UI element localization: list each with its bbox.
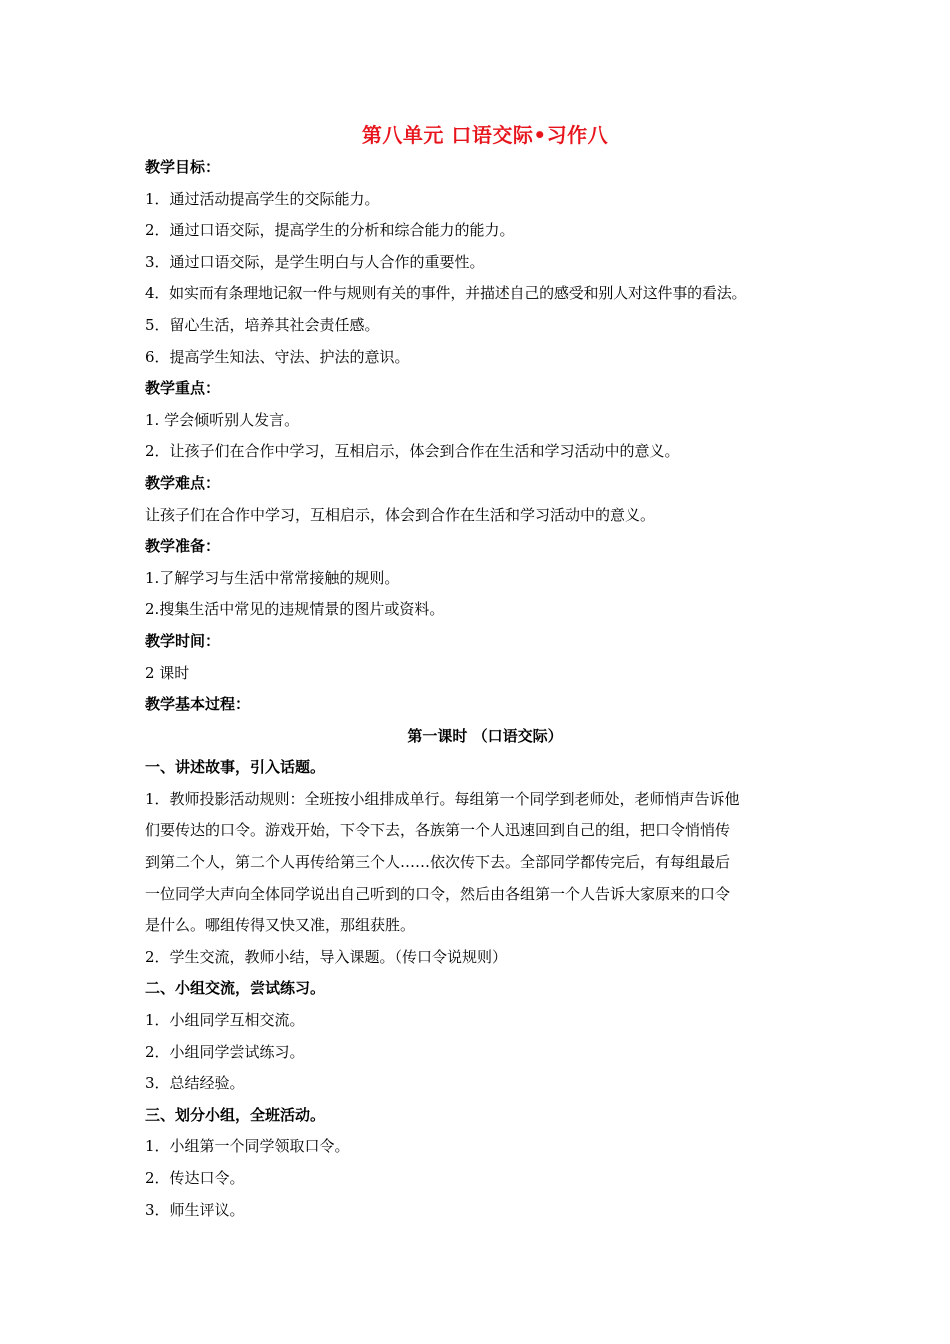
summary-item: 2．学生交流，教师小结，导入课题。（传口令说规则） bbox=[145, 947, 508, 966]
lesson-title: 第一课时 （口语交际） bbox=[407, 726, 563, 745]
paragraph-line: 是什么。哪组传得又快又准，那组获胜。 bbox=[145, 916, 416, 935]
preparation-heading: 教学准备： bbox=[145, 537, 221, 556]
document-title: 第八单元 口语交际•习作八 bbox=[361, 123, 609, 147]
paragraph-line: 1．教师投影活动规则：全班按小组排成单行。每组第一个同学到老师处，老师悄声告诉他 bbox=[145, 789, 740, 808]
difficulty-text: 让孩子们在合作中学习，互相启示，体会到合作在生活和学习活动中的意义。 bbox=[145, 505, 656, 524]
list-item: 1．小组同学互相交流。 bbox=[145, 1011, 305, 1030]
time-heading: 教学时间： bbox=[145, 631, 221, 650]
list-item: 2．小组同学尝试练习。 bbox=[145, 1042, 305, 1061]
key-points-heading: 教学重点： bbox=[145, 379, 221, 398]
goal-item: 3．通过口语交际，是学生明白与人合作的重要性。 bbox=[145, 252, 485, 271]
section-heading: 三、划分小组，全班活动。 bbox=[145, 1105, 326, 1124]
goal-item: 2．通过口语交际，提高学生的分析和综合能力的能力。 bbox=[145, 221, 515, 240]
preparation-item: 1.了解学习与生活中常常接触的规则。 bbox=[145, 568, 400, 587]
rules-paragraph bbox=[145, 784, 810, 942]
difficulty-heading: 教学难点： bbox=[145, 473, 221, 492]
paragraph-line: 到第二个人，第二个人再传给第三个人……依次传下去。全部同学都传完后，有每组最后 bbox=[145, 853, 731, 872]
process-heading: 教学基本过程： bbox=[145, 695, 251, 714]
time-text: 2 课时 bbox=[145, 663, 190, 682]
goal-item: 1．通过活动提高学生的交际能力。 bbox=[145, 189, 380, 208]
list-item: 3．总结经验。 bbox=[145, 1074, 245, 1093]
section-heading: 二、小组交流，尝试练习。 bbox=[145, 979, 326, 998]
goals-heading: 教学目标： bbox=[145, 158, 221, 176]
preparation-item: 2.搜集生活中常见的违规情景的图片或资料。 bbox=[145, 600, 445, 619]
goal-item: 4．如实而有条理地记叙一件与规则有关的事件，并描述自己的感受和别人对这件事的看法。 bbox=[145, 284, 747, 303]
goal-item: 5．留心生活，培养其社会责任感。 bbox=[145, 315, 380, 334]
list-item: 3．师生评议。 bbox=[145, 1200, 245, 1219]
paragraph-line: 们要传达的口令。游戏开始，下令下去，各族第一个人迅速回到自己的组，把口令悄悄传 bbox=[145, 821, 731, 840]
key-point-item: 2．让孩子们在合作中学习，互相启示，体会到合作在生活和学习活动中的意义。 bbox=[145, 442, 680, 461]
list-item: 1．小组第一个同学领取口令。 bbox=[145, 1137, 350, 1156]
key-point-item: 1. 学会倾听别人发言。 bbox=[145, 410, 300, 429]
section-heading: 一、讲述故事，引入话题。 bbox=[145, 758, 326, 777]
paragraph-line: 一位同学大声向全体同学说出自己听到的口令，然后由各组第一个人告诉大家原来的口令 bbox=[145, 884, 731, 903]
list-item: 2．传达口令。 bbox=[145, 1169, 245, 1187]
document-page bbox=[145, 120, 825, 1226]
goal-item: 6．提高学生知法、守法、护法的意识。 bbox=[145, 347, 410, 366]
